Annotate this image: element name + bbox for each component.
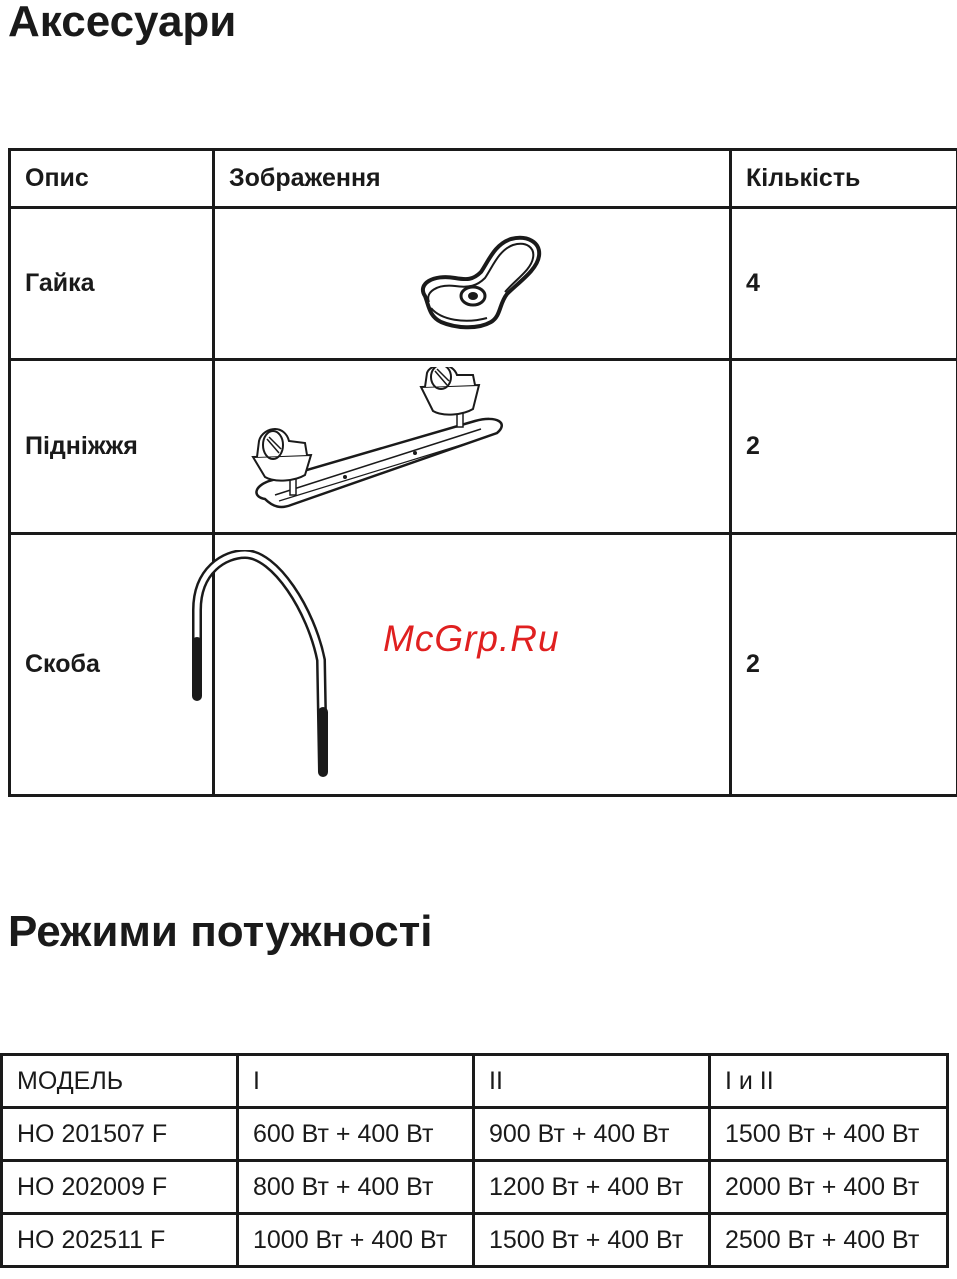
cell-model: HO 202009 F [2,1161,238,1214]
table-row [10,360,957,534]
row-description: Підніжжя [10,360,214,534]
accessories-title: Аксесуари [8,0,237,46]
u-bolt-icon [185,550,335,780]
table-row [10,534,957,796]
accessories-table [8,148,957,797]
table-header-row [10,150,957,208]
power-modes-title: Режими потужності [8,907,433,956]
table-row [10,208,957,360]
header-quantity: Кількість [731,150,957,208]
wing-nut-icon [415,234,545,334]
cell-mode-1: 800 Вт + 400 Вт [238,1161,474,1214]
cell-mode-1: 600 Вт + 400 Вт [238,1108,474,1161]
header-mode-2: II [474,1055,710,1108]
header-mode-1-2: I и II [710,1055,948,1108]
row-image [214,208,731,360]
table-row [2,1161,948,1214]
table-row [2,1214,948,1267]
header-mode-1: I [238,1055,474,1108]
cell-model: HO 202511 F [2,1214,238,1267]
row-quantity: 4 [731,208,957,360]
cell-mode-1-2: 2000 Вт + 400 Вт [710,1161,948,1214]
cell-mode-2: 900 Вт + 400 Вт [474,1108,710,1161]
row-quantity: 2 [731,534,957,796]
cell-mode-2: 1200 Вт + 400 Вт [474,1161,710,1214]
header-model: МОДЕЛЬ [2,1055,238,1108]
stand-base-icon [235,367,515,527]
table-row [2,1108,948,1161]
cell-mode-1-2: 2500 Вт + 400 Вт [710,1214,948,1267]
table-header-row [2,1055,948,1108]
header-description: Опис [10,150,214,208]
header-image: Зображення [214,150,731,208]
watermark: McGrp.Ru [383,618,560,659]
row-description: Гайка [10,208,214,360]
row-image [214,360,731,534]
cell-mode-2: 1500 Вт + 400 Вт [474,1214,710,1267]
cell-mode-1-2: 1500 Вт + 400 Вт [710,1108,948,1161]
power-table [0,1053,949,1268]
row-image [214,534,731,796]
cell-mode-1: 1000 Вт + 400 Вт [238,1214,474,1267]
cell-model: HO 201507 F [2,1108,238,1161]
row-quantity: 2 [731,360,957,534]
row-description: Скоба [10,534,214,796]
